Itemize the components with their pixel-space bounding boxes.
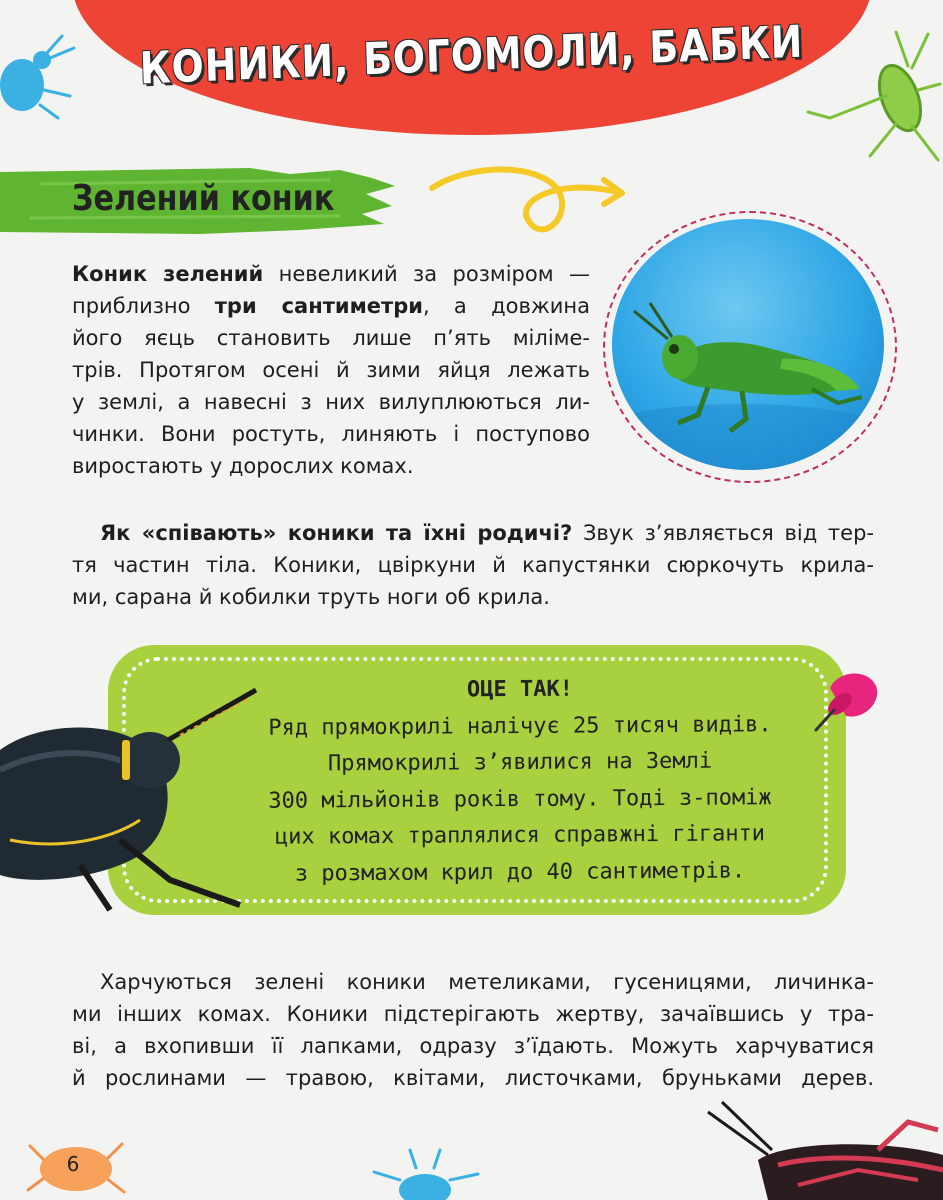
sound-paragraph bbox=[72, 517, 874, 613]
feeding-paragraph bbox=[72, 966, 874, 1094]
text: ми, сарана й кобилки труть ноги об крила. bbox=[72, 585, 550, 609]
text-line bbox=[72, 386, 590, 418]
text-line bbox=[72, 1062, 874, 1094]
swirl-arrow-icon bbox=[428, 160, 628, 250]
section-title: Зелений коник bbox=[72, 178, 335, 219]
grasshopper-illustration bbox=[612, 219, 884, 470]
text: ві, а вхопивши її лапками, одразу з’їдають. Можуть харчуватися bbox=[72, 1034, 874, 1058]
text-line bbox=[72, 418, 590, 450]
text-line bbox=[72, 998, 874, 1030]
text: тя частин тіла. Коники, цвіркуни й капустянки сюркочуть крила- bbox=[72, 553, 874, 577]
text-line bbox=[72, 258, 590, 290]
page-number: 6 bbox=[66, 1152, 80, 1176]
intro-paragraph bbox=[72, 258, 590, 482]
text: виростають у дорослих комах. bbox=[72, 454, 414, 478]
text: невеликий за розміром — bbox=[263, 262, 590, 286]
page-title: КОНИКИ, БОГОМОЛИ, БАБКИ bbox=[139, 16, 804, 95]
grasshopper-photo bbox=[708, 1100, 943, 1200]
text-line bbox=[72, 549, 874, 581]
text-line bbox=[72, 581, 874, 613]
text: Звук з’являється від тер- bbox=[572, 521, 874, 545]
bold-text: Як «співають» коники та їхні родичі? bbox=[100, 521, 573, 545]
bold-text: Коник зелений bbox=[72, 262, 264, 286]
text-line bbox=[72, 450, 590, 482]
beetle-icon bbox=[370, 1150, 480, 1200]
text-line bbox=[72, 354, 590, 386]
fact-line: 300 мільйонів років тому. Тоді з-поміж bbox=[268, 784, 772, 814]
text: його яєць становить лише п’ять міліме- bbox=[72, 326, 590, 350]
text: трів. Протягом осені й зими яйця лежать bbox=[72, 358, 590, 382]
bold-text: три сантиметри bbox=[214, 294, 423, 318]
fact-line: цих комах траплялися справжні гіганти bbox=[274, 821, 766, 850]
text: Харчуються зелені коники метеликами, гусеницями, личинка- bbox=[100, 970, 874, 994]
text-line bbox=[72, 966, 874, 998]
text-line bbox=[72, 290, 590, 322]
beetle-photo bbox=[0, 690, 260, 920]
text-line bbox=[72, 517, 874, 549]
fact-line: Прямокрилі з’явилися на Землі bbox=[327, 748, 713, 777]
text: чинки. Вони ростуть, линяють і поступово bbox=[72, 422, 590, 446]
fact-text bbox=[220, 672, 820, 891]
text: у землі, а навесні з них вилуплюються ли- bbox=[72, 390, 590, 414]
text: ми інших комах. Коники підстерігають жертву, зачаївшись у тра- bbox=[72, 1002, 874, 1026]
text-line bbox=[72, 322, 590, 354]
grasshopper-photo bbox=[612, 219, 884, 470]
text: приблизно bbox=[72, 294, 215, 318]
text: й рослинами — травою, квітами, листочками, бруньками дерев. bbox=[72, 1066, 874, 1090]
text-line bbox=[72, 1030, 874, 1062]
fact-line: Ряд прямокрилі налічує 25 тисяч видів. bbox=[268, 711, 772, 741]
text: , а довжина bbox=[422, 294, 590, 318]
beetle-icon bbox=[800, 28, 943, 168]
fact-line: з розмахом крил до 40 сантиметрів. bbox=[294, 857, 746, 887]
fact-heading: ОЦЕ ТАК! bbox=[466, 676, 574, 703]
pushpin-icon bbox=[808, 664, 882, 734]
